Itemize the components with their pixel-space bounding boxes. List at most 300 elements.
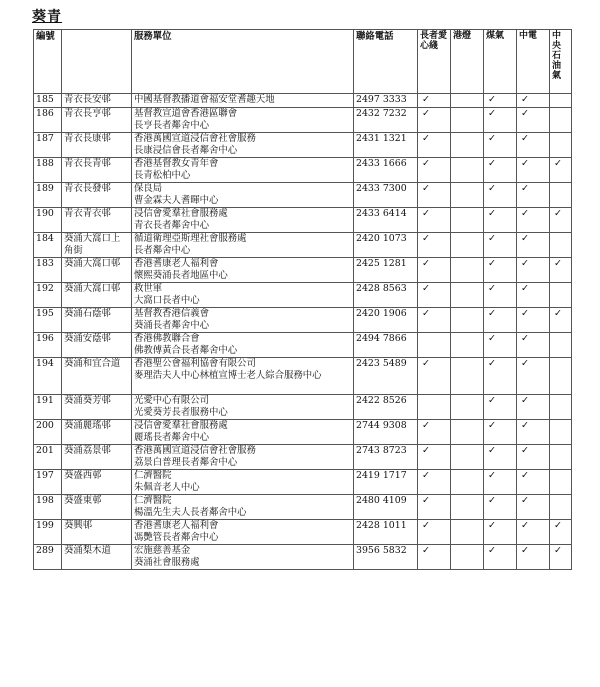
service-line: 葵涌長者鄰舍中心 — [134, 319, 210, 331]
row-estate: 葵興邨 — [62, 520, 132, 545]
check-icon: ✓ — [422, 545, 430, 556]
check-icon: ✓ — [488, 545, 496, 556]
row-check-elderly-line — [418, 308, 451, 333]
check-icon: ✓ — [488, 133, 496, 144]
row-check-clp — [517, 158, 550, 183]
row-estate: 葵盛西邨 — [62, 470, 132, 495]
service-line: 浸信會愛羣社會服務處 — [134, 208, 228, 219]
header-service: 服務單位 — [132, 30, 354, 94]
row-estate: 青衣長康邨 — [62, 133, 132, 158]
row-estate: 葵涌大窩口上角街 — [62, 233, 132, 258]
row-service-unit — [132, 333, 354, 358]
row-phone: 2480 4109 — [354, 495, 418, 520]
row-estate: 葵涌安蔭邨 — [62, 333, 132, 358]
row-check-towngas — [484, 520, 517, 545]
row-check-towngas — [484, 258, 517, 283]
row-number: 192 — [34, 283, 62, 308]
row-estate: 青衣長青邨 — [62, 158, 132, 183]
row-number: 195 — [34, 308, 62, 333]
row-number: 197 — [34, 470, 62, 495]
row-estate: 葵涌麗瑤邨 — [62, 420, 132, 445]
row-service-unit — [132, 420, 354, 445]
row-check-central-lpg — [550, 470, 572, 495]
check-icon: ✓ — [554, 520, 562, 531]
row-check-hk-electric — [451, 358, 484, 395]
row-check-elderly-line — [418, 133, 451, 158]
check-icon: ✓ — [422, 470, 430, 481]
table-row — [34, 395, 572, 420]
row-estate: 青衣長亨邨 — [62, 108, 132, 133]
row-check-elderly-line — [418, 358, 451, 395]
row-check-hk-electric — [451, 283, 484, 308]
check-icon: ✓ — [488, 208, 496, 219]
row-service-unit — [132, 358, 354, 395]
row-service-unit — [132, 545, 354, 570]
check-icon: ✓ — [422, 108, 430, 119]
check-icon: ✓ — [554, 308, 562, 319]
check-icon: ✓ — [488, 333, 496, 344]
table-row — [34, 183, 572, 208]
service-line: 長青松柏中心 — [134, 169, 191, 181]
header-central-lpg: 中央石油氣 — [550, 30, 572, 94]
table-row — [34, 233, 572, 258]
row-estate: 葵涌大窩口邨 — [62, 283, 132, 308]
row-number: 188 — [34, 158, 62, 183]
row-number: 200 — [34, 420, 62, 445]
check-icon: ✓ — [422, 358, 430, 369]
check-icon: ✓ — [488, 233, 496, 244]
row-check-elderly-line — [418, 333, 451, 358]
row-check-clp — [517, 420, 550, 445]
check-icon: ✓ — [521, 258, 529, 269]
row-number: 184 — [34, 233, 62, 258]
check-icon: ✓ — [422, 308, 430, 319]
row-estate: 葵盛東邨 — [62, 495, 132, 520]
row-check-central-lpg — [550, 495, 572, 520]
row-check-hk-electric — [451, 233, 484, 258]
row-check-central-lpg — [550, 94, 572, 108]
row-check-clp — [517, 133, 550, 158]
table-row — [34, 108, 572, 133]
check-icon: ✓ — [422, 520, 430, 531]
row-check-clp — [517, 183, 550, 208]
header-clp: 中電 — [517, 30, 550, 94]
row-phone: 2433 7300 — [354, 183, 418, 208]
table-row — [34, 158, 572, 183]
row-check-clp — [517, 108, 550, 133]
row-service-unit — [132, 108, 354, 133]
check-icon: ✓ — [521, 495, 529, 506]
row-check-clp — [517, 308, 550, 333]
row-check-clp — [517, 94, 550, 108]
row-check-clp — [517, 520, 550, 545]
row-estate: 青衣長安邨 — [62, 94, 132, 108]
row-check-hk-electric — [451, 94, 484, 108]
check-icon: ✓ — [488, 420, 496, 431]
check-icon: ✓ — [488, 183, 496, 194]
row-check-elderly-line — [418, 258, 451, 283]
row-estate: 青衣青衣邨 — [62, 208, 132, 233]
row-service-unit — [132, 94, 354, 108]
row-number: 199 — [34, 520, 62, 545]
row-check-central-lpg — [550, 133, 572, 158]
row-phone: 2422 8526 — [354, 395, 418, 420]
row-phone: 2433 1666 — [354, 158, 418, 183]
row-check-central-lpg — [550, 208, 572, 233]
check-icon: ✓ — [521, 233, 529, 244]
service-line: 保良局 — [134, 183, 163, 194]
row-check-elderly-line — [418, 283, 451, 308]
row-number: 186 — [34, 108, 62, 133]
row-number: 196 — [34, 333, 62, 358]
row-check-elderly-line — [418, 233, 451, 258]
check-icon: ✓ — [422, 158, 430, 169]
row-check-towngas — [484, 445, 517, 470]
row-service-unit — [132, 308, 354, 333]
row-check-elderly-line — [418, 470, 451, 495]
service-line: 中國基督教播道會福安堂耆趣天地 — [134, 94, 275, 105]
row-check-towngas — [484, 395, 517, 420]
service-line: 曹金霖夫人耆暉中心 — [134, 194, 219, 206]
check-icon: ✓ — [488, 445, 496, 456]
row-number: 191 — [34, 395, 62, 420]
service-line: 循道衛理亞斯理社會服務處 — [134, 233, 247, 244]
check-icon: ✓ — [422, 258, 430, 269]
row-service-unit — [132, 183, 354, 208]
row-number: 201 — [34, 445, 62, 470]
check-icon: ✓ — [521, 133, 529, 144]
service-line: 葵涌社會服務處 — [134, 556, 200, 568]
service-line: 朱佩音老人中心 — [134, 481, 200, 493]
table-row — [34, 495, 572, 520]
check-icon: ✓ — [521, 470, 529, 481]
row-check-hk-electric — [451, 258, 484, 283]
table-row — [34, 470, 572, 495]
service-line: 香港基督教女青年會 — [134, 158, 219, 169]
row-number: 187 — [34, 133, 62, 158]
check-icon: ✓ — [422, 445, 430, 456]
header-elderly-line: 長者愛心綫 — [418, 30, 451, 94]
service-line: 佛教傅黃合長者鄰舍中心 — [134, 344, 238, 356]
row-phone: 2497 3333 — [354, 94, 418, 108]
check-icon: ✓ — [488, 108, 496, 119]
table-row — [34, 283, 572, 308]
service-line: 麗瑤長者鄰舍中心 — [134, 431, 210, 443]
service-line: 浸信會愛羣社會服務處 — [134, 420, 228, 431]
service-line: 香港聖公會福利協會有限公司 — [134, 358, 256, 369]
service-line: 楊溫先生夫人長者鄰舍中心 — [134, 506, 247, 518]
row-phone: 2425 1281 — [354, 258, 418, 283]
service-line: 仁濟醫院 — [134, 470, 172, 481]
row-phone: 2428 8563 — [354, 283, 418, 308]
row-service-unit — [132, 495, 354, 520]
check-icon: ✓ — [554, 545, 562, 556]
check-icon: ✓ — [488, 470, 496, 481]
row-check-towngas — [484, 108, 517, 133]
row-check-central-lpg — [550, 183, 572, 208]
table-row — [34, 258, 572, 283]
row-service-unit — [132, 233, 354, 258]
check-icon: ✓ — [422, 495, 430, 506]
header-row — [34, 30, 572, 94]
row-phone: 2432 7232 — [354, 108, 418, 133]
check-icon: ✓ — [422, 94, 430, 105]
row-check-towngas — [484, 158, 517, 183]
check-icon: ✓ — [422, 183, 430, 194]
row-phone: 2423 5489 — [354, 358, 418, 395]
check-icon: ✓ — [554, 158, 562, 169]
service-line: 宏施慈善基金 — [134, 545, 191, 556]
row-service-unit — [132, 445, 354, 470]
row-check-central-lpg — [550, 545, 572, 570]
row-estate: 青衣長發邨 — [62, 183, 132, 208]
row-check-towngas — [484, 545, 517, 570]
row-check-towngas — [484, 94, 517, 108]
check-icon: ✓ — [422, 420, 430, 431]
row-number: 183 — [34, 258, 62, 283]
page-title: 葵青 — [32, 9, 62, 25]
row-phone: 2419 1717 — [354, 470, 418, 495]
row-check-towngas — [484, 183, 517, 208]
check-icon: ✓ — [488, 395, 496, 406]
service-line: 長康浸信會長者鄰舍中心 — [134, 144, 238, 156]
check-icon: ✓ — [521, 333, 529, 344]
row-check-clp — [517, 495, 550, 520]
service-line: 荔景白普理長者鄰舍中心 — [134, 456, 238, 468]
check-icon: ✓ — [554, 258, 562, 269]
row-check-elderly-line — [418, 208, 451, 233]
row-phone: 2420 1906 — [354, 308, 418, 333]
row-check-central-lpg — [550, 520, 572, 545]
row-number: 289 — [34, 545, 62, 570]
header-towngas: 煤氣 — [484, 30, 517, 94]
row-check-towngas — [484, 470, 517, 495]
check-icon: ✓ — [488, 358, 496, 369]
row-estate: 葵涌梨木道 — [62, 545, 132, 570]
row-phone: 2744 9308 — [354, 420, 418, 445]
service-line: 麥理浩夫人中心林植宣博士老人綜合服務中心 — [134, 369, 322, 381]
service-line: 香港耆康老人福利會 — [134, 258, 219, 269]
row-check-towngas — [484, 133, 517, 158]
row-phone: 2743 8723 — [354, 445, 418, 470]
check-icon: ✓ — [521, 308, 529, 319]
table-body — [34, 94, 572, 570]
row-check-elderly-line — [418, 445, 451, 470]
row-number: 198 — [34, 495, 62, 520]
table-row — [34, 358, 572, 395]
row-phone: 2428 1011 — [354, 520, 418, 545]
check-icon: ✓ — [554, 208, 562, 219]
row-service-unit — [132, 470, 354, 495]
row-check-hk-electric — [451, 395, 484, 420]
row-check-elderly-line — [418, 94, 451, 108]
row-check-hk-electric — [451, 520, 484, 545]
row-check-clp — [517, 333, 550, 358]
row-number: 190 — [34, 208, 62, 233]
row-check-towngas — [484, 283, 517, 308]
table-row — [34, 333, 572, 358]
row-estate: 葵涌葵芳邨 — [62, 395, 132, 420]
service-line: 救世軍 — [134, 283, 163, 294]
service-line: 光愛中心有限公司 — [134, 395, 210, 406]
row-check-central-lpg — [550, 395, 572, 420]
row-check-elderly-line — [418, 420, 451, 445]
service-line: 基督教宣道會香港區聯會 — [134, 108, 238, 119]
check-icon: ✓ — [521, 108, 529, 119]
row-service-unit — [132, 258, 354, 283]
check-icon: ✓ — [521, 94, 529, 105]
row-check-hk-electric — [451, 183, 484, 208]
row-check-hk-electric — [451, 308, 484, 333]
service-line: 懷熙葵涌長者地區中心 — [134, 269, 228, 281]
service-line: 青衣長者鄰舍中心 — [134, 219, 210, 231]
row-service-unit — [132, 208, 354, 233]
check-icon: ✓ — [422, 283, 430, 294]
row-check-towngas — [484, 333, 517, 358]
row-check-clp — [517, 545, 550, 570]
row-check-towngas — [484, 308, 517, 333]
service-line: 香港萬國宣道浸信會社會服務 — [134, 445, 256, 456]
check-icon: ✓ — [521, 358, 529, 369]
row-check-elderly-line — [418, 158, 451, 183]
row-service-unit — [132, 520, 354, 545]
check-icon: ✓ — [422, 233, 430, 244]
row-service-unit — [132, 133, 354, 158]
row-check-hk-electric — [451, 470, 484, 495]
service-line: 長亨長者鄰舍中心 — [134, 119, 210, 131]
row-check-towngas — [484, 208, 517, 233]
table-row — [34, 520, 572, 545]
header-no: 編號 — [34, 30, 62, 94]
row-check-towngas — [484, 495, 517, 520]
row-check-central-lpg — [550, 258, 572, 283]
row-check-hk-electric — [451, 208, 484, 233]
service-line: 仁濟醫院 — [134, 495, 172, 506]
table-row — [34, 445, 572, 470]
row-service-unit — [132, 158, 354, 183]
row-check-clp — [517, 358, 550, 395]
check-icon: ✓ — [488, 308, 496, 319]
check-icon: ✓ — [488, 158, 496, 169]
row-check-hk-electric — [451, 445, 484, 470]
row-check-central-lpg — [550, 445, 572, 470]
service-line: 香港萬國宣道浸信會社會服務 — [134, 133, 256, 144]
row-check-clp — [517, 283, 550, 308]
row-phone: 3956 5832 — [354, 545, 418, 570]
table-row — [34, 208, 572, 233]
service-line: 光愛葵芳長者服務中心 — [134, 406, 228, 418]
row-check-central-lpg — [550, 358, 572, 395]
row-check-clp — [517, 208, 550, 233]
row-check-clp — [517, 258, 550, 283]
row-check-hk-electric — [451, 133, 484, 158]
check-icon: ✓ — [521, 445, 529, 456]
row-check-elderly-line — [418, 395, 451, 420]
row-number: 194 — [34, 358, 62, 395]
row-estate: 葵涌荔景邨 — [62, 445, 132, 470]
service-line: 馮艷管長者鄰舍中心 — [134, 531, 219, 543]
check-icon: ✓ — [422, 208, 430, 219]
row-check-hk-electric — [451, 333, 484, 358]
service-table — [33, 29, 572, 570]
table-row — [34, 133, 572, 158]
row-check-elderly-line — [418, 495, 451, 520]
row-check-central-lpg — [550, 420, 572, 445]
row-check-hk-electric — [451, 108, 484, 133]
row-estate: 葵涌大窩口邨 — [62, 258, 132, 283]
row-check-central-lpg — [550, 283, 572, 308]
row-check-central-lpg — [550, 308, 572, 333]
row-check-towngas — [484, 358, 517, 395]
row-number: 185 — [34, 94, 62, 108]
row-check-clp — [517, 445, 550, 470]
row-check-towngas — [484, 420, 517, 445]
row-check-hk-electric — [451, 495, 484, 520]
check-icon: ✓ — [422, 133, 430, 144]
row-check-towngas — [484, 233, 517, 258]
table-row — [34, 545, 572, 570]
row-check-elderly-line — [418, 520, 451, 545]
check-icon: ✓ — [521, 208, 529, 219]
service-line: 基督教香港信義會 — [134, 308, 210, 319]
row-check-clp — [517, 470, 550, 495]
check-icon: ✓ — [521, 183, 529, 194]
row-check-elderly-line — [418, 183, 451, 208]
table-row — [34, 94, 572, 108]
service-line: 香港佛教聯合會 — [134, 333, 200, 344]
row-check-clp — [517, 233, 550, 258]
row-check-elderly-line — [418, 545, 451, 570]
row-check-hk-electric — [451, 545, 484, 570]
row-service-unit — [132, 395, 354, 420]
check-icon: ✓ — [488, 520, 496, 531]
row-phone: 2420 1073 — [354, 233, 418, 258]
check-icon: ✓ — [488, 495, 496, 506]
check-icon: ✓ — [521, 420, 529, 431]
header-estate — [62, 30, 132, 94]
check-icon: ✓ — [521, 158, 529, 169]
row-number: 189 — [34, 183, 62, 208]
row-phone: 2433 6414 — [354, 208, 418, 233]
check-icon: ✓ — [521, 283, 529, 294]
check-icon: ✓ — [488, 258, 496, 269]
service-line: 香港耆康老人福利會 — [134, 520, 219, 531]
row-check-central-lpg — [550, 233, 572, 258]
service-line: 長者鄰舍中心 — [134, 244, 191, 256]
check-icon: ✓ — [521, 545, 529, 556]
row-check-hk-electric — [451, 158, 484, 183]
service-line: 大窩口長者中心 — [134, 294, 200, 306]
row-check-central-lpg — [550, 158, 572, 183]
row-service-unit — [132, 283, 354, 308]
row-estate: 葵涌石蔭邨 — [62, 308, 132, 333]
check-icon: ✓ — [488, 94, 496, 105]
check-icon: ✓ — [521, 395, 529, 406]
check-icon: ✓ — [488, 283, 496, 294]
header-hk-electric: 港燈 — [451, 30, 484, 94]
row-check-hk-electric — [451, 420, 484, 445]
row-check-elderly-line — [418, 108, 451, 133]
check-icon: ✓ — [521, 520, 529, 531]
row-check-clp — [517, 395, 550, 420]
table-row — [34, 308, 572, 333]
header-phone: 聯絡電話 — [354, 30, 418, 94]
table-row — [34, 420, 572, 445]
row-estate: 葵涌和宜合道 — [62, 358, 132, 395]
row-check-central-lpg — [550, 333, 572, 358]
row-check-central-lpg — [550, 108, 572, 133]
row-phone: 2494 7866 — [354, 333, 418, 358]
